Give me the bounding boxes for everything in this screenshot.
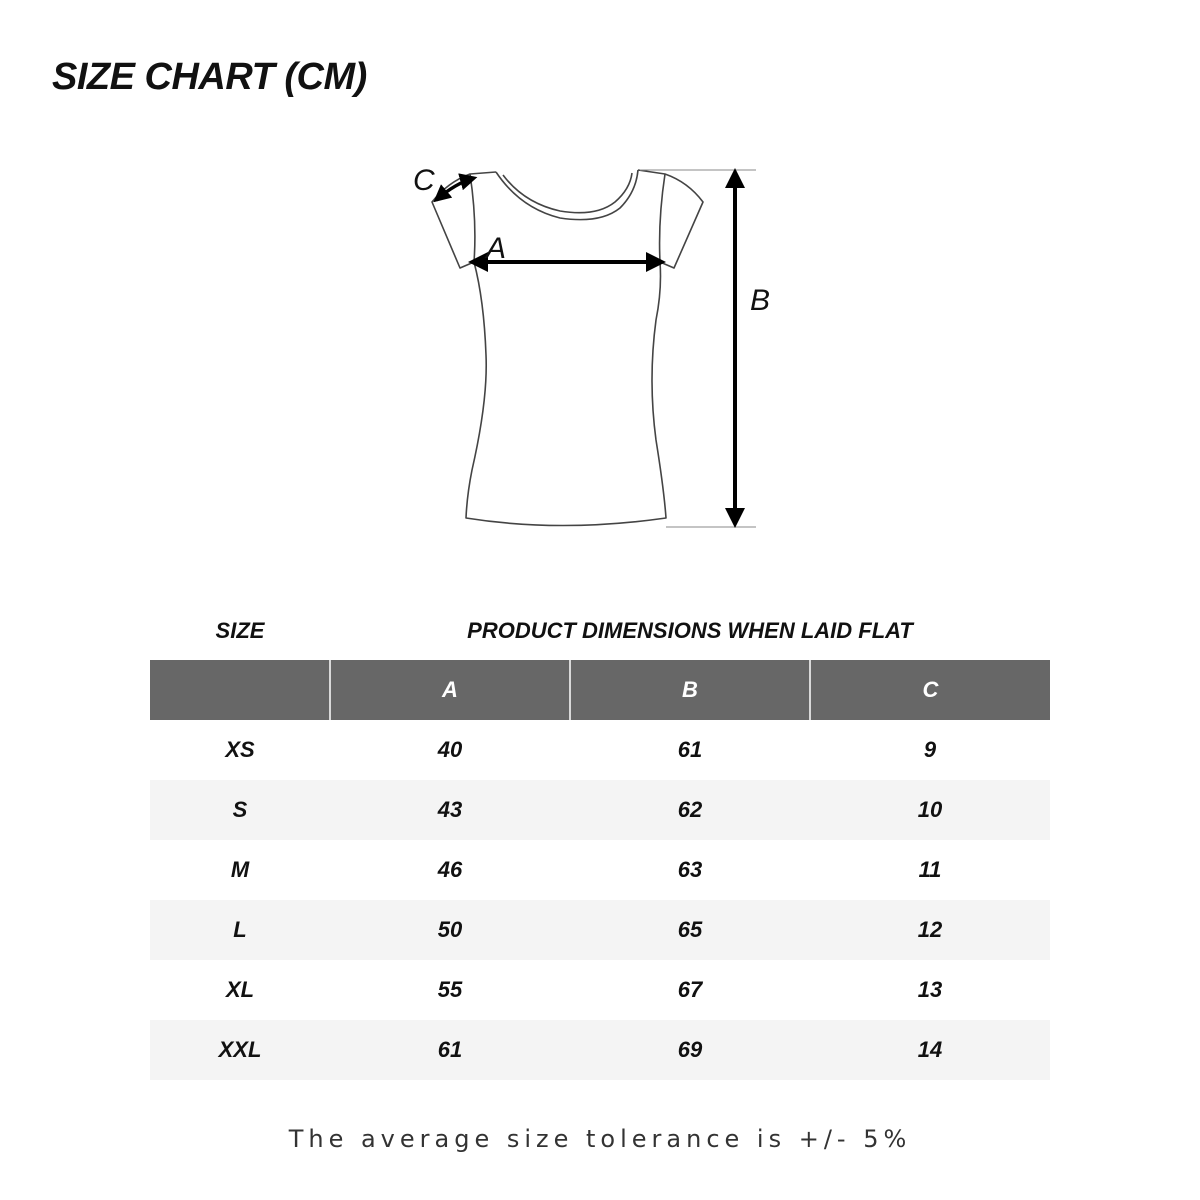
size-column-heading: SIZE xyxy=(215,618,265,643)
size-cell: L xyxy=(150,900,330,960)
size-cell: XS xyxy=(225,737,255,762)
size-cell: XXL xyxy=(150,1020,330,1080)
c-cell: 10 xyxy=(810,780,1050,840)
a-cell: 61 xyxy=(330,1020,570,1080)
b-cell: 67 xyxy=(677,977,703,1002)
b-cell: 69 xyxy=(570,1020,810,1080)
table-header-row xyxy=(150,660,1050,720)
header-cell-c: C xyxy=(810,660,1050,720)
label-b: B xyxy=(750,284,771,317)
table-row xyxy=(150,780,1050,840)
table-row xyxy=(150,840,1050,900)
tshirt-outline xyxy=(432,170,703,526)
a-cell: 40 xyxy=(437,737,463,762)
header-cell-size xyxy=(150,660,330,720)
c-cell: 13 xyxy=(917,977,943,1002)
b-cell: 65 xyxy=(570,900,810,960)
a-cell: 55 xyxy=(437,977,463,1002)
c-cell: 9 xyxy=(923,737,937,762)
b-cell: 61 xyxy=(677,737,703,762)
dimensions-heading: PRODUCT DIMENSIONS WHEN LAID FLAT xyxy=(467,618,913,643)
size-cell: XL xyxy=(225,977,255,1002)
size-table xyxy=(150,660,1050,1080)
label-c: C xyxy=(413,164,435,197)
tolerance-note: The average size tolerance is +/- 5% xyxy=(288,1125,912,1153)
c-cell: 12 xyxy=(810,900,1050,960)
table-row xyxy=(150,900,1050,960)
c-cell: 14 xyxy=(810,1020,1050,1080)
header-cell-b: B xyxy=(570,660,810,720)
b-cell: 62 xyxy=(570,780,810,840)
a-cell: 43 xyxy=(330,780,570,840)
b-cell: 63 xyxy=(677,857,703,882)
a-cell: 46 xyxy=(437,857,463,882)
table-row xyxy=(150,960,1050,1020)
label-a: A xyxy=(486,232,507,265)
table-row xyxy=(150,720,1050,780)
page-title: SIZE CHART (CM) xyxy=(52,56,367,98)
size-cell: S xyxy=(150,780,330,840)
table-row xyxy=(150,1020,1050,1080)
a-cell: 50 xyxy=(330,900,570,960)
c-cell: 11 xyxy=(918,857,942,882)
size-cell: M xyxy=(230,857,250,882)
header-cell-a: A xyxy=(330,660,570,720)
